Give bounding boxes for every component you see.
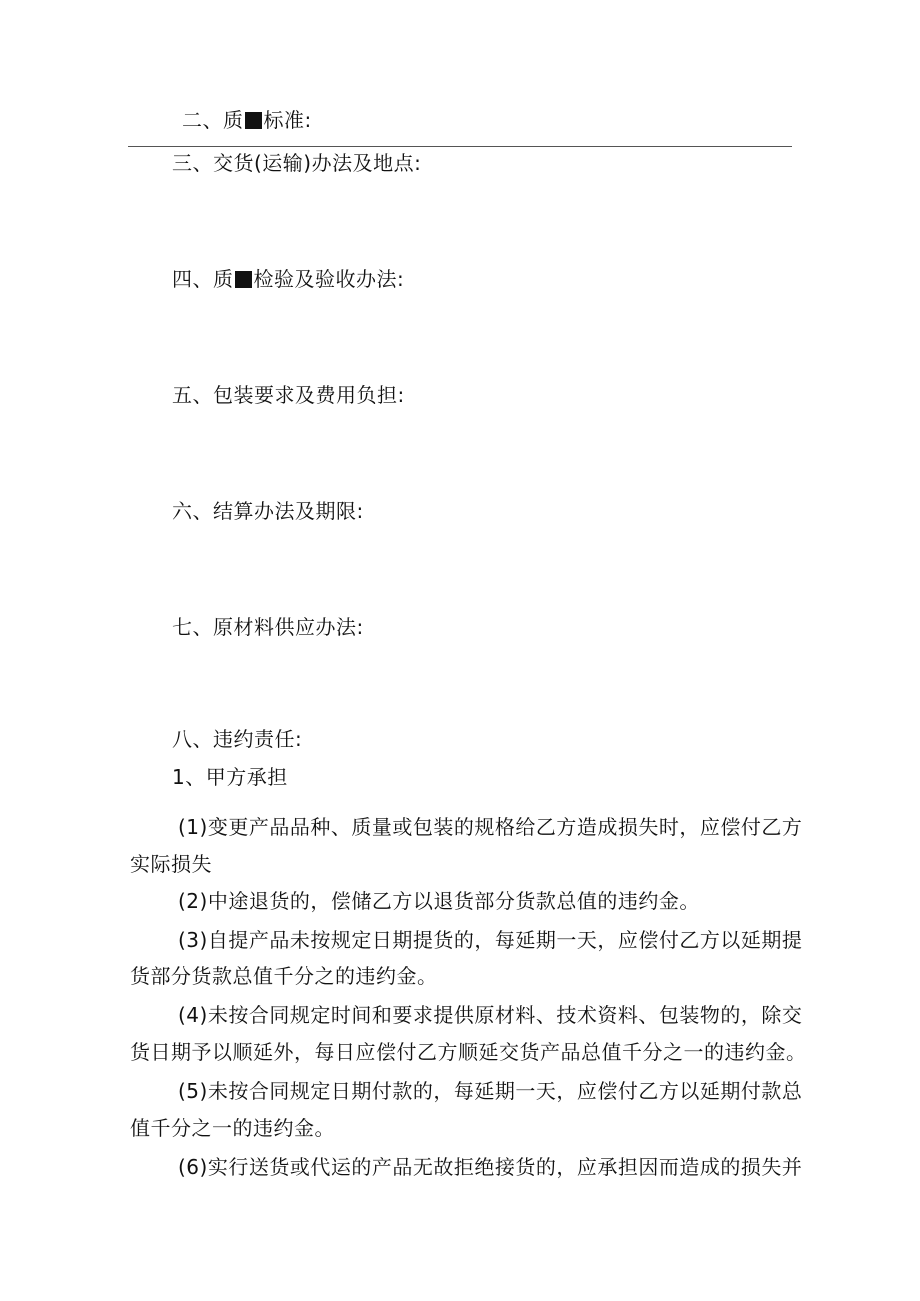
section-2-heading xyxy=(182,108,312,132)
section-7-heading: 七、原材料供应办法: xyxy=(172,615,364,639)
clause-5-line-2: 值千分之一的违约金。 xyxy=(130,1116,335,1140)
section-4-heading xyxy=(172,267,404,291)
clause-1-line-2: 实际损失 xyxy=(130,852,212,876)
section-2-prefix: 二、质 xyxy=(182,108,244,132)
section-8-heading: 八、违约责任: xyxy=(172,727,303,751)
clause-3-line-2: 货部分货款总值千分之的违约金。 xyxy=(130,964,438,988)
section-5-heading: 五、包装要求及费用负担: xyxy=(172,383,405,407)
clause-2-line-1: (2)中途退货的，偿储乙方以退货部分货款总值的违约金。 xyxy=(178,889,700,913)
section-4-prefix: 四、质 xyxy=(172,267,234,291)
section-3-heading: 三、交货(运输)办法及地点: xyxy=(172,151,422,175)
section-2-suffix: 标准: xyxy=(263,108,312,132)
redaction-block xyxy=(245,112,262,129)
section-6-heading: 六、结算办法及期限: xyxy=(172,499,364,523)
divider-line xyxy=(128,146,792,147)
clause-4-line-2: 货日期予以顺延外，每日应偿付乙方顺延交货产品总值千分之一的违约金。 xyxy=(130,1040,807,1064)
subsection-heading: 1、甲方承担 xyxy=(172,765,288,789)
clause-6-line-1: (6)实行送货或代运的产品无故拒绝接货的，应承担因而造成的损失并 xyxy=(178,1155,803,1179)
clause-4-line-1: (4)未按合同规定时间和要求提供原材料、技术资料、包装物的，除交 xyxy=(178,1003,803,1027)
section-4-suffix: 检验及验收办法: xyxy=(253,267,405,291)
clause-3-line-1: (3)自提产品未按规定日期提货的，每延期一天，应偿付乙方以延期提 xyxy=(178,928,803,952)
clause-1-line-1: (1)变更产品品种、质量或包装的规格给乙方造成损失时，应偿付乙方 xyxy=(178,815,803,839)
redaction-block xyxy=(235,271,252,288)
clause-5-line-1: (5)未按合同规定日期付款的，每延期一天，应偿付乙方以延期付款总 xyxy=(178,1079,803,1103)
